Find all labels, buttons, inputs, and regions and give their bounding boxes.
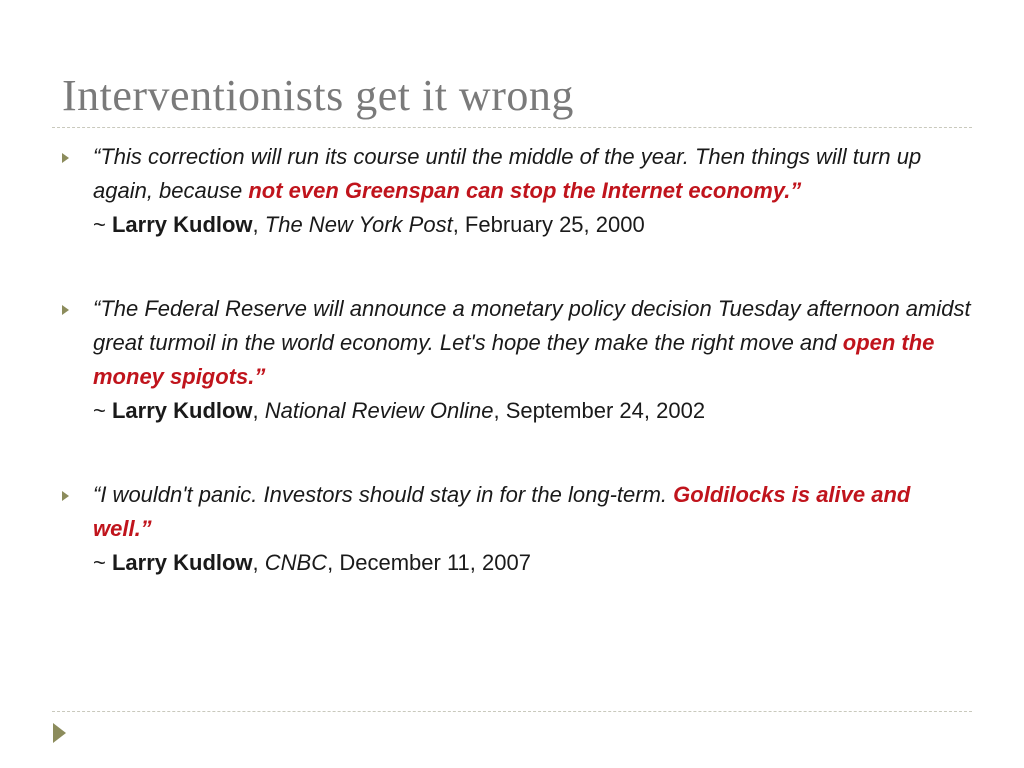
attribution-separator: , [252,398,265,423]
quote-date: September 24, 2002 [505,398,706,423]
quote-date: December 11, 2007 [339,550,531,575]
attribution-separator: , [493,398,506,423]
quote-highlight: open the money spigots.” [93,330,935,389]
bullet-item [62,478,972,580]
quote-highlight: not even Greenspan can stop the Internet economy.” [248,178,802,203]
slide-title: Interventionists get it wrong [62,71,574,120]
attribution-separator: , [252,550,265,575]
attribution-separator: , [252,212,265,237]
triangle-right-icon [62,305,69,315]
quote-highlight: Goldilocks is alive and well.” [93,482,911,541]
attribution-prefix: ~ [93,212,112,237]
quote-text: “This correction will run its course until the middle of the year. Then things will turn up again, because [93,144,922,203]
source-name: The New York Post [264,212,453,237]
author-name: Larry Kudlow [111,212,253,237]
author-name: Larry Kudlow [111,550,253,575]
source-name: National Review Online [264,398,494,423]
footer-divider [52,711,972,712]
play-triangle-icon[interactable] [53,723,66,743]
bullet-item [62,292,972,428]
attribution-prefix: ~ [93,398,112,423]
attribution [93,546,972,580]
quote-text: “The Federal Reserve will announce a monetary policy decision Tuesday afternoon amidst great turmoil in the world economy. Let's hope they make the right move and [93,296,971,355]
attribution [93,394,972,428]
author-name: Larry Kudlow [111,398,253,423]
source-name: CNBC [264,550,328,575]
attribution-separator: , [327,550,340,575]
quote-date: February 25, 2000 [464,212,645,237]
bullet-item [62,140,972,242]
attribution-prefix: ~ [93,550,112,575]
triangle-right-icon [62,491,69,501]
attribution-separator: , [452,212,465,237]
bullet-list [62,140,972,580]
quote-text: “I wouldn't panic. Investors should stay in for the long-term. [93,482,674,507]
title-divider [52,127,972,128]
triangle-right-icon [62,153,69,163]
attribution [93,208,972,242]
